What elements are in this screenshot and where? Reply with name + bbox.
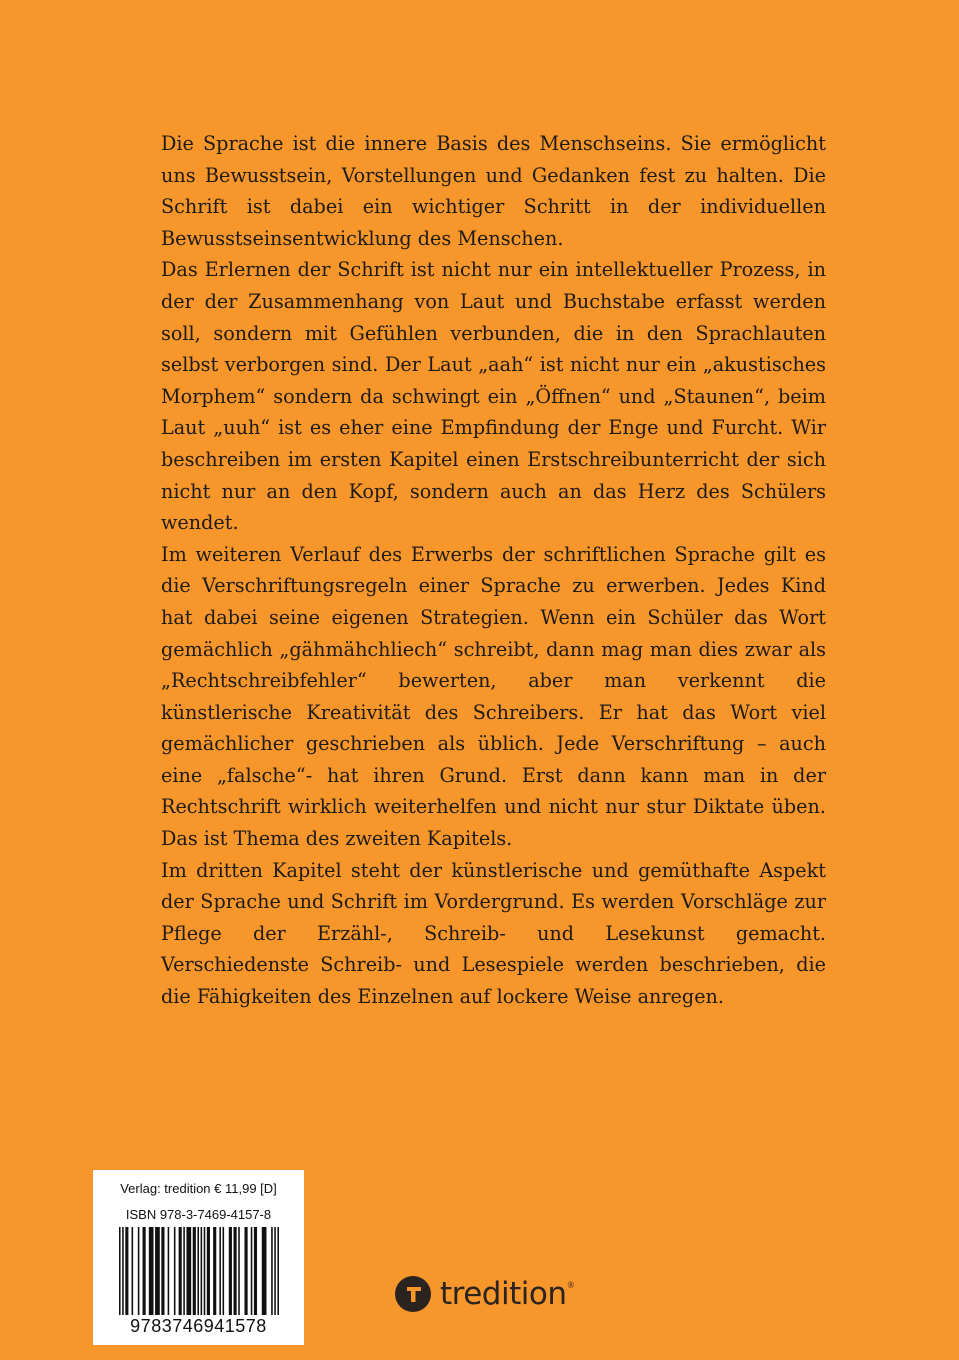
blurb-paragraph-3: Im weiteren Verlauf des Erwerbs der schriftlichen Sprache gilt es die Verschriftungsregeln einer Sprache zu erwerben. Jedes Kind hat dabei seine eigenen Strategien. Wenn ein Schüler das Wort gemächlich „gähmähchliech“ schreibt, dann mag man dies zwar als „Rechtschreibfehler“ bewerten, aber man verkennt die künstlerische Kreativität des Schreibers. Er hat das Wort viel gemächlicher geschrieben als üblich. Jede Verschriftung – auch eine „falsche“- hat ihren Grund. Erst dann kann man in der Rechtschrift wirklich weiterhelfen und nicht nur stur Diktate üben. Das ist Thema des zweiten Kapitels. — [161, 542, 826, 851]
barcode-bar — [251, 1227, 253, 1315]
barcode-bar — [213, 1227, 216, 1315]
barcode-bar — [132, 1227, 134, 1315]
back-cover-blurb — [161, 128, 826, 1013]
barcode-bar — [204, 1227, 206, 1315]
tredition-t-icon — [395, 1276, 431, 1312]
barcode-bar — [161, 1227, 164, 1315]
publisher-price-line: Verlag: tredition € 11,99 [D] — [120, 1181, 277, 1196]
barcode-bar — [219, 1227, 221, 1315]
barcode-bar — [143, 1227, 146, 1315]
barcode-bar — [238, 1227, 240, 1315]
barcode-bar — [271, 1227, 273, 1315]
isbn-line: ISBN 978-3-7469-4157-8 — [125, 1207, 272, 1222]
registered-mark: ® — [567, 1280, 575, 1290]
isbn-barcode-box — [93, 1170, 304, 1345]
barcode-bar — [125, 1227, 128, 1315]
barcode-bar — [138, 1227, 140, 1315]
barcode-bar — [262, 1227, 267, 1315]
barcode-bar — [168, 1227, 170, 1315]
barcode-bar — [277, 1227, 279, 1315]
barcode-bar — [155, 1227, 160, 1315]
barcode-bar — [223, 1227, 225, 1315]
barcode-bar — [274, 1227, 276, 1315]
logo-wordmark: tredition — [440, 1276, 567, 1312]
barcode-bar — [254, 1227, 257, 1315]
barcode-bar — [179, 1227, 182, 1315]
barcode-bars — [119, 1227, 279, 1315]
barcode-bar — [149, 1227, 154, 1315]
publisher-logo — [395, 1276, 574, 1312]
barcode-bar — [119, 1227, 121, 1315]
barcode-digits: 9783746941578 — [130, 1316, 267, 1336]
barcode-bar — [183, 1227, 185, 1315]
barcode-bar — [186, 1227, 191, 1315]
barcode-bar — [193, 1227, 196, 1315]
barcode-bar — [197, 1227, 199, 1315]
blurb-paragraph-1: Die Sprache ist die innere Basis des Menschseins. Sie ermöglicht uns Bewusstsein, Vorstellungen und Gedanken fest zu halten. Die Schrift ist dabei ein wichtiger Schritt in der individuellen Bewusstseinsentwicklung des Menschen. — [161, 132, 826, 250]
barcode-bar — [244, 1227, 247, 1315]
barcode-bar — [207, 1227, 210, 1315]
blurb-paragraph-2: Das Erlernen der Schrift ist nicht nur ein intellektueller Prozess, in der der Zusammenhang von Laut und Buchstabe erfasst werden soll, sondern mit Gefühlen verbunden, die in den Sprachlauten selbst verborgen sind. Der Laut „aah“ ist nicht nur ein „akustisches Morphem“ sondern da schwingt ein „Öffnen“ und „Staunen“, beim Laut „uuh“ ist es eher eine Empfindung der Enge und Furcht. Wir beschreiben im ersten Kapitel einen Erstschreibunterricht der sich nicht nur an den Kopf, sondern auch an das Herz des Schülers wendet. — [161, 258, 826, 535]
barcode-bar — [201, 1227, 203, 1315]
barcode-bar — [229, 1227, 232, 1315]
barcode-bar — [234, 1227, 237, 1315]
blurb-paragraph-4: Im dritten Kapitel steht der künstlerische und gemüthafte Aspekt der Sprache und Schrift im Vordergrund. Es werden Vorschläge zur Pflege der Erzähl-, Schreib- und Lesekunst gemacht. Verschiedenste Schreib- und Lesespiele werden beschrieben, die die Fähigkeiten des Einzelnen auf lockere Weise anregen. — [161, 858, 826, 1009]
barcode-bar — [174, 1227, 176, 1315]
barcode-bar — [122, 1227, 124, 1315]
